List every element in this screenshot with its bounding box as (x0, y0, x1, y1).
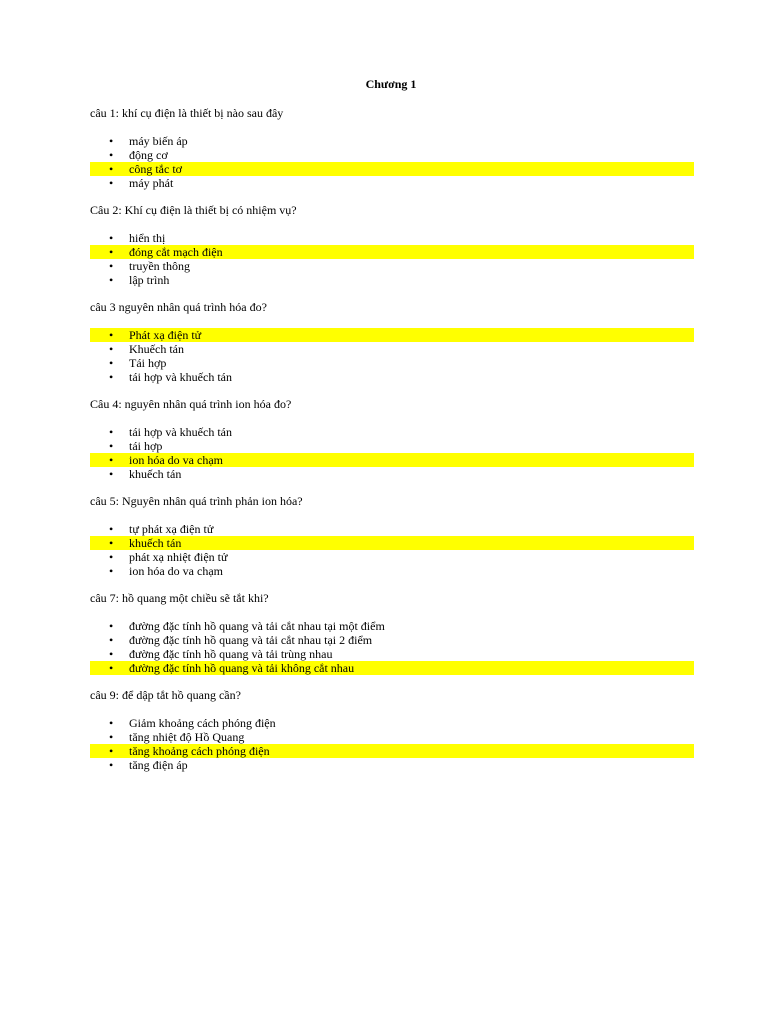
option-text: đường đặc tính hồ quang và tải không cắt nhau (129, 661, 355, 675)
option-text: tái hợp và khuếch tán (129, 370, 232, 384)
bullet-icon: • (109, 550, 114, 564)
option-text: tăng nhiệt độ Hồ Quang (129, 730, 245, 744)
option-text: tái hợp và khuếch tán (129, 425, 232, 439)
bullet-icon: • (109, 425, 114, 439)
option-text: hiển thị (129, 231, 166, 245)
correct-answer-option (90, 661, 694, 675)
bullet-icon: • (109, 356, 114, 370)
option-text: đóng cắt mạch điện (129, 245, 223, 259)
correct-answer-option (90, 162, 694, 176)
answer-option (90, 619, 694, 633)
question-block (90, 688, 694, 772)
question-block (90, 300, 694, 384)
answer-option (90, 550, 694, 564)
option-text: tăng khoảng cách phóng điện (129, 744, 270, 758)
option-text: lập trình (129, 273, 170, 287)
option-list (90, 425, 694, 481)
option-list (90, 522, 694, 578)
answer-option (90, 342, 694, 356)
option-text: phát xạ nhiệt điện tử (129, 550, 228, 564)
bullet-icon: • (109, 467, 114, 481)
option-text: động cơ (129, 148, 168, 162)
bullet-icon: • (109, 716, 114, 730)
option-list (90, 134, 694, 190)
option-text: đường đặc tính hồ quang và tải cắt nhau tại 2 điểm (129, 633, 373, 647)
bullet-icon: • (109, 162, 114, 176)
option-text: tự phát xạ điện tử (129, 522, 214, 536)
bullet-icon: • (109, 661, 114, 675)
answer-option (90, 758, 694, 772)
option-text: tăng điện áp (129, 758, 188, 772)
bullet-icon: • (109, 134, 114, 148)
question-text: Câu 4: nguyên nhân quá trình ion hóa đo? (90, 397, 292, 411)
correct-answer-option (90, 245, 694, 259)
bullet-icon: • (109, 522, 114, 536)
bullet-icon: • (109, 342, 114, 356)
option-text: máy biến áp (129, 134, 188, 148)
bullet-icon: • (109, 370, 114, 384)
option-text: Giảm khoảng cách phóng điện (129, 716, 276, 730)
question-block (90, 397, 694, 481)
option-text: Phát xạ điện tử (129, 328, 202, 342)
bullet-icon: • (109, 758, 114, 772)
option-text: Tái hợp (129, 356, 167, 370)
question-block (90, 494, 694, 578)
bullet-icon: • (109, 259, 114, 273)
question-text: câu 7: hồ quang một chiều sẽ tắt khi? (90, 591, 269, 605)
option-list (90, 619, 694, 675)
option-text: tái hợp (129, 439, 163, 453)
bullet-icon: • (109, 245, 114, 259)
bullet-icon: • (109, 647, 114, 661)
bullet-icon: • (109, 439, 114, 453)
option-text: khuếch tán (129, 536, 182, 550)
answer-option (90, 231, 694, 245)
option-text: đường đặc tính hồ quang và tải cắt nhau tại một điểm (129, 619, 385, 633)
question-text: Câu 2: Khí cụ điện là thiết bị có nhiệm vụ? (90, 203, 297, 217)
bullet-icon: • (109, 744, 114, 758)
option-text: Khuếch tán (129, 342, 184, 356)
bullet-icon: • (109, 536, 114, 550)
correct-answer-option (90, 328, 694, 342)
bullet-icon: • (109, 453, 114, 467)
bullet-icon: • (109, 633, 114, 647)
option-list (90, 328, 694, 384)
answer-option (90, 716, 694, 730)
bullet-icon: • (109, 231, 114, 245)
answer-option (90, 176, 694, 190)
answer-option (90, 647, 694, 661)
question-text: câu 9: để dập tắt hồ quang cần? (90, 688, 241, 702)
question-block (90, 106, 694, 190)
answer-option (90, 356, 694, 370)
answer-option (90, 148, 694, 162)
bullet-icon: • (109, 176, 114, 190)
answer-option (90, 522, 694, 536)
option-text: khuếch tán (129, 467, 182, 481)
option-list (90, 716, 694, 772)
question-block (90, 203, 694, 287)
answer-option (90, 564, 694, 578)
bullet-icon: • (109, 273, 114, 287)
question-text: câu 1: khí cụ điện là thiết bị nào sau đây (90, 106, 284, 120)
correct-answer-option (90, 536, 694, 550)
answer-option (90, 730, 694, 744)
answer-option (90, 467, 694, 481)
answer-option (90, 425, 694, 439)
question-text: câu 5: Nguyên nhân quá trình phản ion hóa? (90, 494, 303, 508)
answer-option (90, 134, 694, 148)
question-list (90, 106, 694, 785)
answer-option (90, 273, 694, 287)
option-text: công tắc tơ (129, 162, 182, 176)
answer-option (90, 259, 694, 273)
page-title: Chương 1 (365, 77, 417, 91)
bullet-icon: • (109, 730, 114, 744)
answer-option (90, 633, 694, 647)
bullet-icon: • (109, 328, 114, 342)
option-list (90, 231, 694, 287)
option-text: ion hóa do va chạm (129, 564, 223, 578)
option-text: ion hóa do va chạm (129, 453, 223, 467)
question-text: câu 3 nguyên nhân quá trình hóa đo? (90, 300, 267, 314)
bullet-icon: • (109, 619, 114, 633)
answer-option (90, 439, 694, 453)
option-text: truyền thông (129, 259, 190, 273)
bullet-icon: • (109, 564, 114, 578)
correct-answer-option (90, 744, 694, 758)
option-text: đường đặc tính hồ quang và tải trùng nhau (129, 647, 333, 661)
question-block (90, 591, 694, 675)
bullet-icon: • (109, 148, 114, 162)
answer-option (90, 370, 694, 384)
option-text: máy phát (129, 176, 174, 190)
correct-answer-option (90, 453, 694, 467)
